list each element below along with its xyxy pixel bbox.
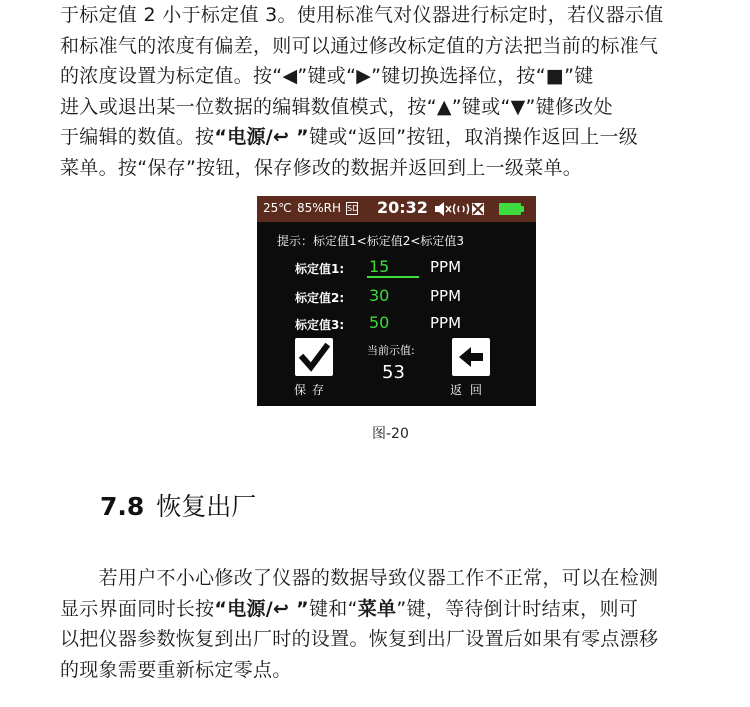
calib-value-3-unit: PPM: [430, 314, 462, 332]
text-line: 于标定值 2 小于标定值 3。使用标准气对仪器进行标定时，若仪器示值: [60, 4, 664, 26]
text-line: 的现象需要重新标定零点。: [60, 658, 292, 681]
battery-icon: [499, 203, 521, 215]
section-heading: [100, 487, 256, 523]
back-button-label[interactable]: 返回: [450, 383, 491, 397]
signal-icon: [454, 204, 469, 214]
calib-value-3-field[interactable]: 50: [369, 313, 390, 332]
text-line: 进入或退出某一位数据的编辑数值模式，按“▲”键或“▼”键修改处: [60, 95, 613, 118]
current-reading-value: 53: [382, 362, 405, 383]
section-number: 7.8: [100, 492, 145, 521]
text-line: [60, 563, 700, 594]
calib-value-1-unit: PPM: [430, 258, 462, 276]
status-bar: [257, 196, 536, 222]
calib-value-1-label: 标定值1:: [295, 262, 345, 276]
text-span: 显示界面同时长按: [60, 597, 215, 620]
save-button-label[interactable]: 保存: [294, 383, 331, 397]
text-span: 键或“返回”按钮，取消操作返回上一级: [308, 126, 639, 148]
figure-caption: 图-20: [372, 426, 409, 442]
back-button[interactable]: [452, 338, 490, 376]
clock: 20:32: [377, 198, 428, 217]
calib-value-1-field[interactable]: 15: [369, 257, 390, 276]
calib-value-2-unit: PPM: [430, 287, 462, 305]
text-span: ”键，等待倒计时结束，则可: [396, 597, 639, 620]
paragraph-calibration: [60, 0, 700, 183]
paragraph-factory-reset: [60, 563, 700, 685]
hint-text: 提示：标定值1<标定值2<标定值3: [277, 234, 465, 248]
power-key-ref: “电源/↩ ”: [214, 597, 309, 620]
current-reading-label: 当前示值:: [367, 344, 415, 357]
text-span: 键和“: [308, 597, 358, 620]
menu-key-ref: 菜单: [357, 597, 397, 620]
text-span: 若用户不小心修改了仪器的数据导致仪器工作不正常，可以在检测: [98, 567, 659, 589]
text-span: 于编辑的数值。按: [60, 126, 215, 148]
humidity-readout: 85%RH: [297, 201, 342, 215]
checkmark-icon: [295, 338, 333, 376]
text-line: 以把仪器参数恢复到出厂时的设置。恢复到出厂设置后如果有零点漂移: [60, 628, 659, 650]
text-line: [60, 594, 700, 625]
text-line: 和标准气的浓度有偏差，则可以通过修改标定值的方法把当前的标准气: [60, 34, 659, 57]
arrow-left-icon: [452, 338, 490, 376]
section-title: 恢复出厂: [156, 492, 257, 521]
speaker-mute-icon: [435, 202, 451, 216]
save-button[interactable]: [295, 338, 333, 376]
device-screen: [257, 196, 536, 406]
fan-icon: [472, 203, 484, 215]
calib-value-2-field[interactable]: 30: [369, 286, 390, 305]
calib-value-2-label: 标定值2:: [295, 291, 345, 305]
status-icons: [435, 202, 487, 216]
text-line: [60, 122, 700, 153]
power-key-ref: “电源/↩ ”: [214, 126, 309, 148]
calib-value-3-label: 标定值3:: [295, 318, 345, 332]
text-line: 的浓度设置为标定值。按“◀”键或“▶”键切换选择位，按“■”键: [60, 65, 594, 87]
temperature-readout: 25℃: [263, 201, 292, 215]
edit-cursor: [367, 276, 419, 278]
text-line: 菜单。按“保存”按钮，保存修改的数据并返回到上一级菜单。: [60, 156, 583, 179]
sd-card-icon: SD: [347, 204, 359, 213]
